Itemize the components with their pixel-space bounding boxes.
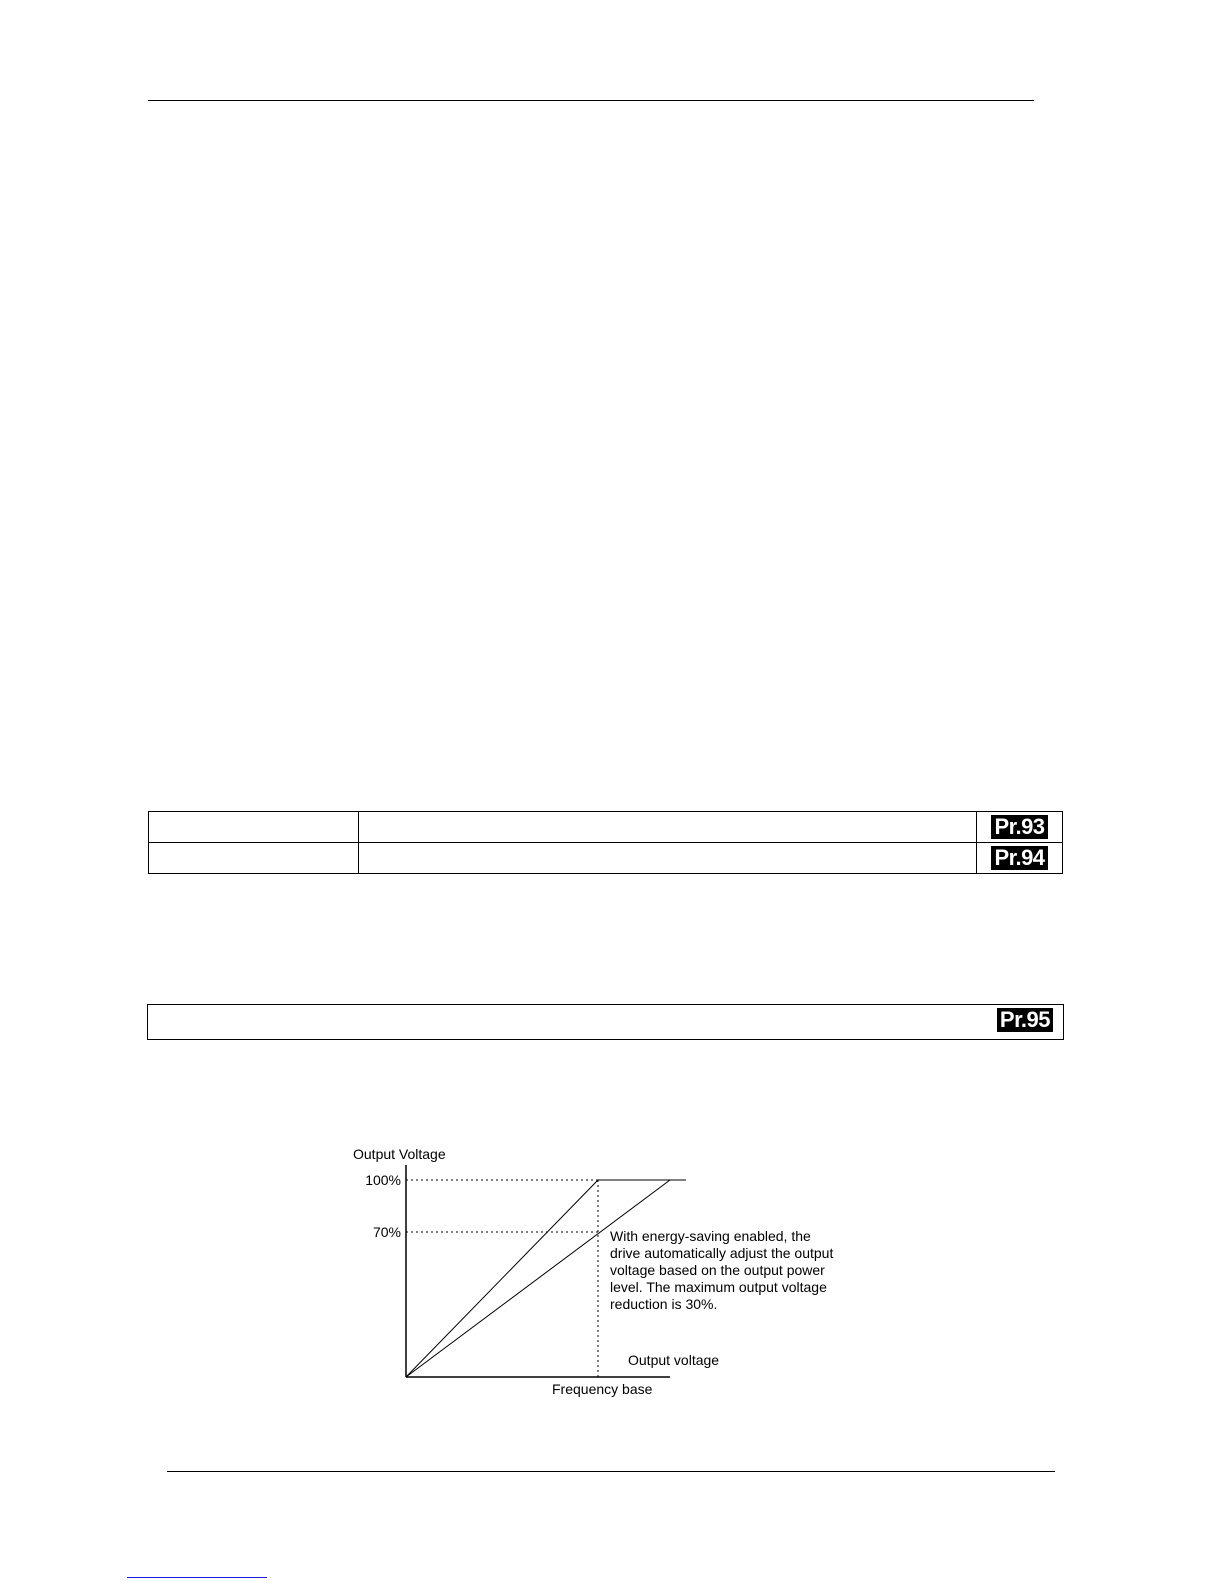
annotation-line: reduction is 30%. (610, 1296, 718, 1312)
header-rule (148, 100, 1034, 101)
param-badge: Pr.93 (991, 815, 1047, 839)
y-axis-label: Output Voltage (353, 1146, 446, 1162)
param-badge-cell (977, 812, 1063, 843)
annotation-line: With energy-saving enabled, the (610, 1228, 811, 1244)
param-badge: Pr.95 (997, 1008, 1053, 1032)
tick-100-label: 100% (365, 1172, 401, 1188)
output-voltage-label: Output voltage (628, 1352, 720, 1368)
annotation-line: level. The maximum output voltage (610, 1279, 827, 1295)
param-description-cell (359, 843, 977, 874)
energy-saving-diagram (340, 1135, 880, 1405)
param-name-cell (149, 812, 359, 843)
tick-70-label: 70% (372, 1224, 401, 1240)
annotation-line: voltage based on the output power (610, 1262, 825, 1278)
param-badge-cell (977, 843, 1063, 874)
x-axis-label: Frequency base (552, 1381, 653, 1397)
footer-link-underline[interactable] (127, 1577, 267, 1578)
parameter-table (148, 811, 1063, 874)
table-row (149, 843, 1063, 874)
footer-rule (167, 1471, 1055, 1472)
normal-vf-line (406, 1180, 598, 1377)
table-row (149, 812, 1063, 843)
param-name-cell (149, 843, 359, 874)
annotation-line: drive automatically adjust the output (610, 1245, 834, 1261)
param-description-cell (359, 812, 977, 843)
parameter-box (147, 1004, 1064, 1040)
param-badge: Pr.94 (991, 846, 1047, 870)
